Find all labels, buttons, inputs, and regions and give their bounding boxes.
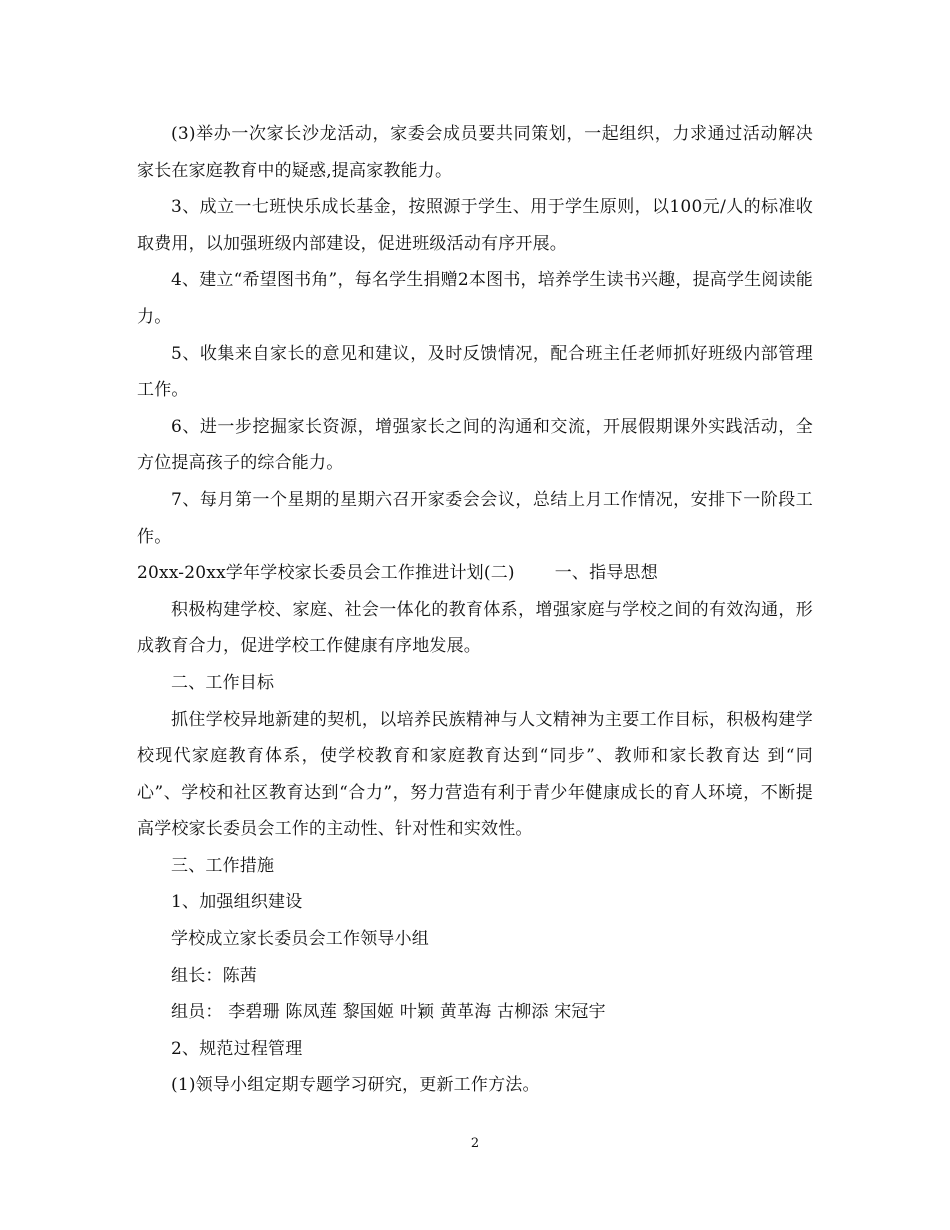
heading-work-goals: 二、工作目标: [171, 672, 275, 693]
heading-work-measures: 三、工作措施: [171, 855, 275, 876]
paragraph-parent-resources: 6、进一步挖掘家长资源，增强家长之间的沟通和交流，开展假期课外实践活动，全方位提高孩子的综合能力。: [137, 416, 813, 474]
section-subtitle: 一、指导思想: [554, 563, 658, 584]
paragraph-group-leader: 组长：陈茜: [171, 965, 257, 986]
paragraph-monthly-meeting: 7、每月第一个星期的星期六召开家委会会议，总结上月工作情况，安排下一阶段工作。: [137, 489, 813, 547]
paragraph-book-corner: 4、建立“希望图书角”，每名学生捐赠2本图书，培养学生读书兴趣，提高学生阅读能力。: [137, 270, 813, 327]
page-number: 2: [470, 1136, 480, 1151]
heading-process-management: 2、规范过程管理: [171, 1038, 303, 1059]
section-title: 20xx-20xx学年学校家长委员会工作推进计划(二): [137, 563, 515, 584]
heading-organization: 1、加强组织建设: [171, 892, 303, 913]
paragraph-work-goals: 抓住学校异地新建的契机，以培养民族精神与人文精神为主要工作目标，积极构建学校现代家庭教育体系，使学校教育和家庭教育达到“同步”、教师和家长教育达 到“同心”、学校和社区教育达到“合力”，努力营造有利于青少年健康成长的育人环境，不断提高学校家长委员会工作的主动性、针对性和实效性。: [137, 709, 813, 840]
section-title-line: [137, 555, 813, 592]
paragraph-group-members: 组员： 李碧珊 陈凤莲 黎国姬 叶颖 黄革海 古柳添 宋冠宇: [171, 1002, 606, 1023]
paragraph-growth-fund: 3、成立一七班快乐成长基金，按照源于学生、用于学生原则，以100元/人的标准收取费用，以加强班级内部建设，促进班级活动有序开展。: [137, 197, 813, 254]
paragraph-study-research: (1)领导小组定期专题学习研究，更新工作方法。: [171, 1075, 540, 1096]
paragraph-salon: (3)举办一次家长沙龙活动，家委会成员要共同策划，一起组织，力求通过活动解决家长在家庭教育中的疑惑,提高家教能力。: [137, 124, 813, 181]
paragraph-guiding-thought: 积极构建学校、家庭、社会一体化的教育体系，增强家庭与学校之间的有效沟通，形成教育合力，促进学校工作健康有序地发展。: [137, 599, 813, 657]
paragraph-leadership-group: 学校成立家长委员会工作领导小组: [171, 929, 429, 950]
paragraph-feedback: 5、收集来自家长的意见和建议，及时反馈情况，配合班主任老师抓好班级内部管理工作。: [137, 343, 813, 401]
document-body: [137, 116, 813, 1104]
